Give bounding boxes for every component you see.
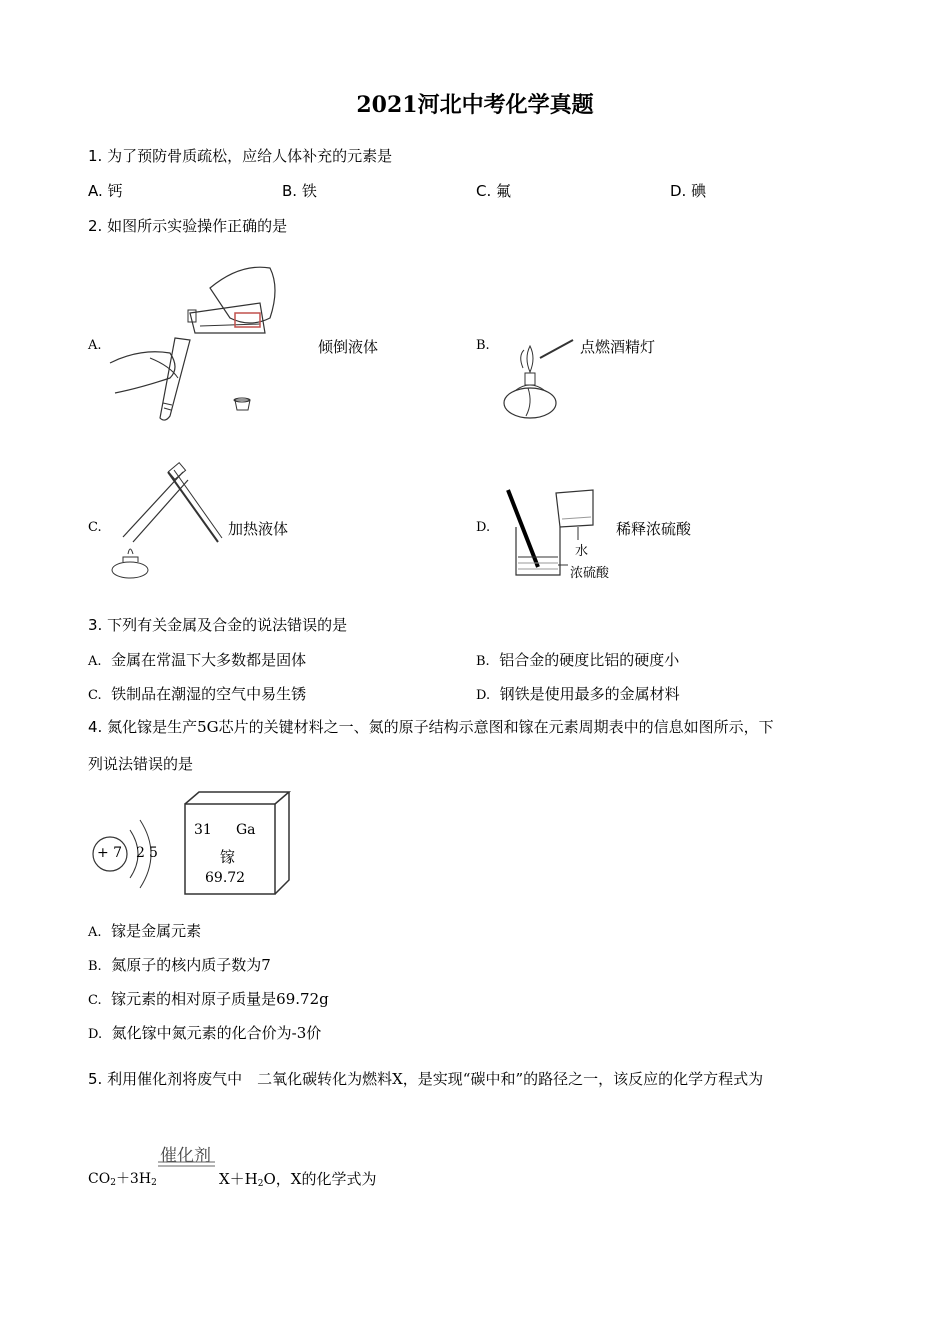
question-4 [88,716,774,737]
subscript: 2 [110,1178,116,1188]
option-text: 碘 [691,182,707,200]
question-number: 5. [88,1070,103,1088]
q2-option-c-caption: 加热液体 [228,520,289,538]
option-letter: D. [476,688,491,703]
q1-option-c[interactable] [476,180,511,201]
q1-option-b[interactable] [282,180,317,201]
question-2 [88,215,287,236]
q4-option-a[interactable] [88,920,201,941]
atom-nucleus: + 7 [97,845,123,861]
element-number: 31 [194,822,212,838]
catalyst-label: 催化剂 [160,1146,211,1166]
q3-option-c[interactable] [88,683,306,704]
option-letter: B. [476,654,490,669]
option-text: 铁制品在潮湿的空气中易生锈 [111,685,307,703]
option-text: 钙 [107,182,123,200]
option-text: 氮化镓中氮元素的化合价为-3价 [111,1024,322,1042]
question-3 [88,614,347,635]
element-symbol: Ga [236,822,256,838]
x-h2-text: X＋H [219,1170,258,1188]
option-text: 铝合金的硬度比铝的硬度小 [499,651,680,669]
q2-option-d-letter[interactable]: D. [476,520,491,535]
option-letter: A. [88,925,102,940]
option-text: 铁 [301,182,317,200]
q4-option-c[interactable] [88,988,329,1009]
q2-option-b-caption: 点燃酒精灯 [580,338,656,356]
q2-option-c-letter[interactable]: C. [88,520,102,535]
q2-option-a-letter[interactable]: A. [88,338,102,353]
option-text: 镓是金属元素 [111,922,202,940]
subscript: 2 [151,1178,157,1188]
question-stem: 为了预防骨质疏松，应给人体补充的元素是 [107,147,393,165]
option-letter: C. [88,993,102,1008]
option-text: 金属在常温下大多数都是固体 [111,651,307,669]
question-stem: 氮化镓是生产5G芯片的关键材料之一、氮的原子结构示意图和镓在元素周期表中的信息如图所示，下 [107,718,774,736]
q4-option-d[interactable] [88,1022,321,1043]
question-stem: 下列有关金属及合金的说法错误的是 [107,616,348,634]
option-text: 镓元素的相对原子质量是69.72g [111,990,329,1008]
question-number: 3. [88,616,103,634]
q3-option-b[interactable] [476,649,679,670]
element-name: 镓 [220,848,236,866]
q2-option-b-letter[interactable]: B. [476,338,490,353]
option-letter: B. [282,182,298,200]
question-number: 1. [88,147,103,165]
option-text: 氟 [496,182,512,200]
option-text: 钢铁是使用最多的金属材料 [499,685,680,703]
option-letter: C. [476,182,492,200]
question-stem: 利用催化剂将废气中 二氧化碳转化为燃料X，是实现“碳中和”的路径之一，该反应的化学方程式为 [107,1070,764,1088]
pouring-liquid-illustration [110,258,300,428]
q2-option-d-caption: 稀释浓硫酸 [616,520,692,538]
concentrated-acid-label: 浓硫酸 [570,566,610,581]
co2-text: CO [88,1171,111,1187]
formula-prompt: O，X的化学式为 [263,1170,377,1188]
page-title: 2021河北中考化学真题 [356,92,594,118]
atom-shell-1: 2 [136,845,145,861]
q2-option-a-caption: 倾倒液体 [318,338,379,356]
subscript: 2 [257,1179,264,1189]
option-letter: A. [88,182,103,200]
heating-liquid-illustration [108,462,228,582]
equation-reactants [88,1168,157,1188]
option-letter: C. [88,688,102,703]
question-stem: 如图所示实验操作正确的是 [107,217,288,235]
equation-products [219,1168,376,1189]
water-label: 水 [575,544,589,559]
q4-option-b[interactable] [88,954,271,975]
alcohol-lamp-illustration [498,328,578,428]
reaction-equals-sign [158,1160,218,1168]
option-letter: B. [88,959,102,974]
option-letter: A. [88,654,102,669]
q1-option-a[interactable] [88,180,123,201]
option-text: 氮原子的核内质子数为7 [111,956,271,974]
q3-option-a[interactable] [88,649,306,670]
question-number: 4. [88,718,103,736]
option-letter: D. [88,1027,103,1042]
q3-option-d[interactable] [476,683,680,704]
question-5 [88,1068,763,1089]
q1-option-d[interactable] [670,180,706,201]
h2-text: ＋3H [115,1171,152,1187]
atom-shell-2: 5 [149,845,158,861]
question-number: 2. [88,217,103,235]
option-letter: D. [670,182,687,200]
question-4-stem-line2: 列说法错误的是 [88,755,194,773]
element-mass: 69.72 [205,870,246,886]
question-1 [88,145,392,166]
